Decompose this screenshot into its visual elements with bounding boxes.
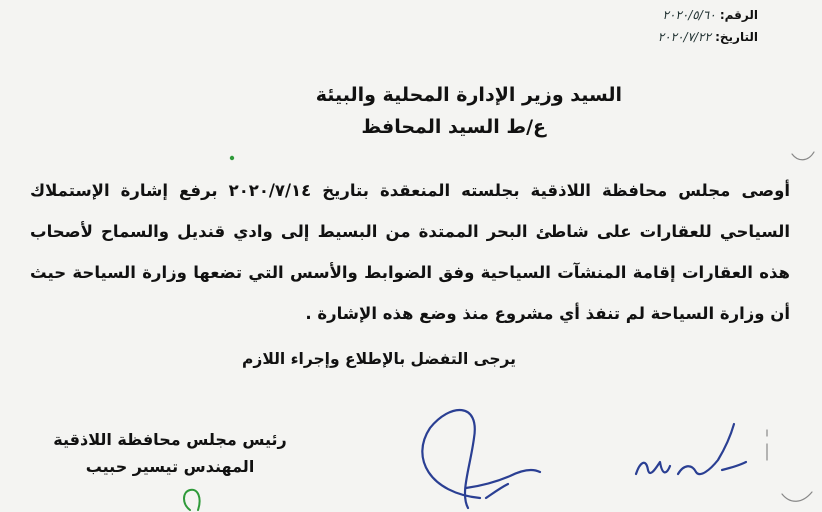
signer-name: المهندس تيسير حبيب bbox=[85, 457, 255, 476]
number-value: ٢٠٢٠/٥/٦٠ bbox=[662, 8, 716, 22]
attention-line: ع/ط السيد المحافظ bbox=[361, 116, 546, 138]
secondary-signature-mark bbox=[626, 414, 756, 494]
reference-number: الرقم: ٢٠٢٠/٥/٦٠ bbox=[662, 8, 758, 22]
reference-date: التاريخ: ٢٠٢٠/٧/٢٢ bbox=[657, 30, 758, 44]
signature-block bbox=[50, 426, 290, 480]
pencil-mark-bottom bbox=[778, 484, 818, 510]
date-label: التاريخ bbox=[719, 30, 758, 44]
date-value: ٢٠٢٠/٧/٢٢ bbox=[657, 30, 711, 44]
addressee-heading: السيد وزير الإدارة المحلية والبيئة bbox=[315, 84, 622, 106]
signer-title: رئيس مجلس محافظة اللاذقية bbox=[53, 430, 287, 449]
letter-body bbox=[30, 170, 790, 334]
green-dot-mark bbox=[228, 154, 238, 164]
body-paragraph: أوصى مجلس محافظة اللاذقية بجلسته المنعقدة بتاريخ ٢٠٢٠/٧/١٤ برفع إشارة الإستملاك السياحي للعقارات على شاطئ البحر الممتدة من البسيط إلى وادي قنديل والسماح لأصحاب هذه العقارات إقامة المنشآت السياحية وفق الضوابط والأسس التي تضعها وزارة السياحة حيث أن وزارة السياحة لم تنفذ أي مشروع منذ وضع هذه الإشارة . bbox=[30, 181, 791, 323]
reference-block bbox=[608, 4, 758, 48]
request-line: يرجى التفضل بالإطلاع وإجراء اللازم bbox=[242, 350, 516, 368]
signature-mark bbox=[400, 398, 560, 512]
green-loop-mark bbox=[176, 486, 216, 512]
number-label: الرقم bbox=[724, 8, 758, 22]
pencil-tick-mark bbox=[760, 426, 774, 466]
pencil-mark-top bbox=[788, 140, 818, 170]
